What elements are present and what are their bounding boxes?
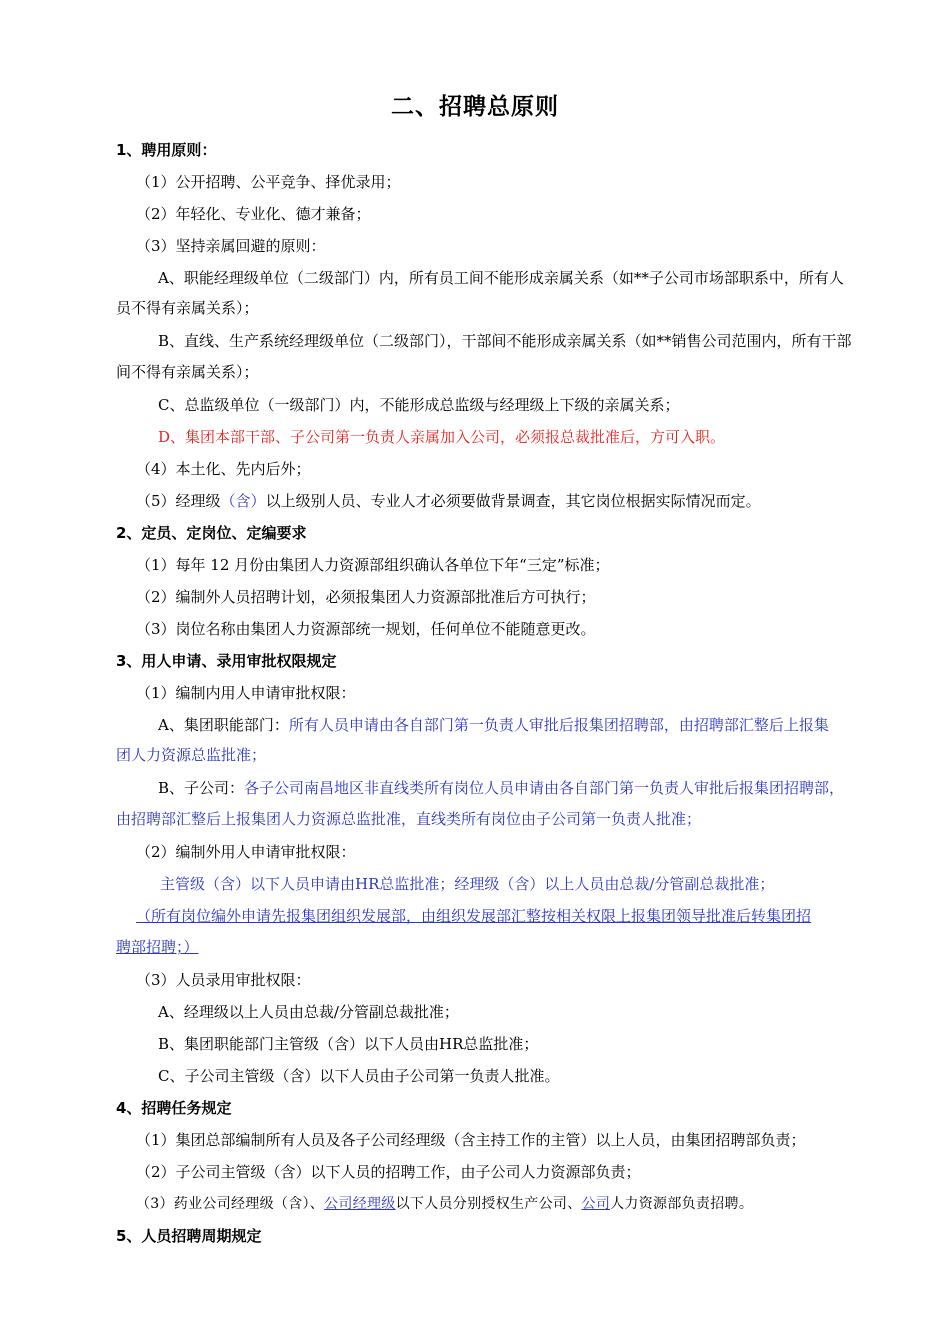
text-span: 各子公司南昌地区非直线类所有岗位人员申请由各自部门第一负责人审批后报集团招聘部， <box>244 779 845 797</box>
paragraph: 间不得有亲属关系）； <box>116 363 259 381</box>
paragraph: C、子公司主管级（含）以下人员由子公司第一负责人批准。 <box>158 1067 560 1085</box>
paragraph: 由招聘部汇整后上报集团人力资源总监批准，直线类所有岗位由子公司第一负责人批准； <box>116 810 702 828</box>
text-span: 所有人员申请由各自部门第一负责人审批后报集团招聘部，由招聘部汇整后上报集 <box>288 716 829 734</box>
paragraph: （4）本土化、先内后外； <box>136 460 311 478</box>
paragraph: B、集团职能部门主管级（含）以下人员由HR总监批准； <box>158 1035 539 1053</box>
paragraph: （2）编制外用人申请审批权限： <box>136 843 356 861</box>
paragraph: （2）年轻化、专业化、德才兼备； <box>136 205 371 223</box>
paragraph: （3）坚持亲属回避的原则： <box>136 237 326 255</box>
paragraph: 主管级（含）以下人员申请由HR总监批准；经理级（含）以上人员由总裁/分管副总裁批准； <box>160 875 775 893</box>
highlighted-rule: D、集团本部干部、子公司第一负责人亲属加入公司，必须报总裁批准后，方可入职。 <box>158 428 726 446</box>
text-span: 人力资源部负责招聘。 <box>610 1196 754 1212</box>
section-heading-3: 3、用人申请、录用审批权限规定 <box>116 652 337 670</box>
paragraph <box>136 491 870 511</box>
paragraph: （1）公开招聘、公平竞争、择优录用； <box>136 173 401 191</box>
text-span: （5）经理级 <box>136 492 221 510</box>
section-heading-4: 4、招聘任务规定 <box>116 1099 232 1117</box>
text-span: A、集团职能部门： <box>158 716 289 734</box>
paragraph: （2）子公司主管级（含）以下人员的招聘工作，由子公司人力资源部负责； <box>136 1163 641 1181</box>
company-link[interactable]: 公司经理级 <box>324 1196 396 1212</box>
paragraph: （1）集团总部编制所有人员及各子公司经理级（含主持工作的主管）以上人员，由集团招聘部负责； <box>136 1131 806 1149</box>
text-span: 以上级别人员、专业人才必须要做背景调查，其它岗位根据实际情况而定。 <box>265 492 761 510</box>
paragraph: （2）编制外人员招聘计划，必须报集团人力资源部批准后方可执行； <box>136 588 596 606</box>
section-heading-5: 5、人员招聘周期规定 <box>116 1227 262 1245</box>
paragraph <box>136 1194 890 1214</box>
section-heading-1: 1、聘用原则： <box>116 141 217 159</box>
company-link[interactable]: 公司 <box>581 1196 611 1212</box>
paragraph: （1）每年 12 月份由集团人力资源部组织确认各单位下年“三定”标准； <box>136 556 610 574</box>
paragraph: C、总监级单位（一级部门）内，不能形成总监级与经理级上下级的亲属关系； <box>158 396 680 414</box>
text-span: B、子公司： <box>158 779 245 797</box>
paragraph: （1）编制内用人申请审批权限： <box>136 684 356 702</box>
text-span: （3）药业公司经理级（含）、 <box>136 1196 325 1212</box>
page-title: 二、招聘总原则 <box>391 94 559 120</box>
paragraph <box>158 778 870 798</box>
paragraph: 团人力资源总监批准； <box>116 746 267 764</box>
paragraph: A、职能经理级单位（二级部门）内，所有员工间不能形成亲属关系（如**子公司市场部职系中，所有人 <box>158 269 844 287</box>
paragraph: B、直线、生产系统经理级单位（二级部门），干部间不能形成亲属关系（如**销售公司范围内，所有干部 <box>158 332 852 350</box>
paragraph: A、经理级以上人员由总裁/分管副总裁批准； <box>158 1003 459 1021</box>
section-heading-2: 2、定员、定岗位、定编要求 <box>116 524 307 542</box>
paragraph: 员不得有亲属关系）； <box>116 299 259 317</box>
note-link[interactable]: 聘部招聘；） <box>116 938 199 956</box>
text-span: （含） <box>220 492 266 510</box>
note-link[interactable]: （所有岗位编外申请先报集团组织发展部，由组织发展部汇整按相关权限上报集团领导批准后转集团招 <box>136 907 812 925</box>
paragraph: （3）人员录用审批权限： <box>136 971 311 989</box>
paragraph: （3）岗位名称由集团人力资源部统一规划，任何单位不能随意更改。 <box>136 620 596 638</box>
text-span: 以下人员分别授权生产公司、 <box>395 1196 582 1212</box>
paragraph <box>158 715 870 735</box>
